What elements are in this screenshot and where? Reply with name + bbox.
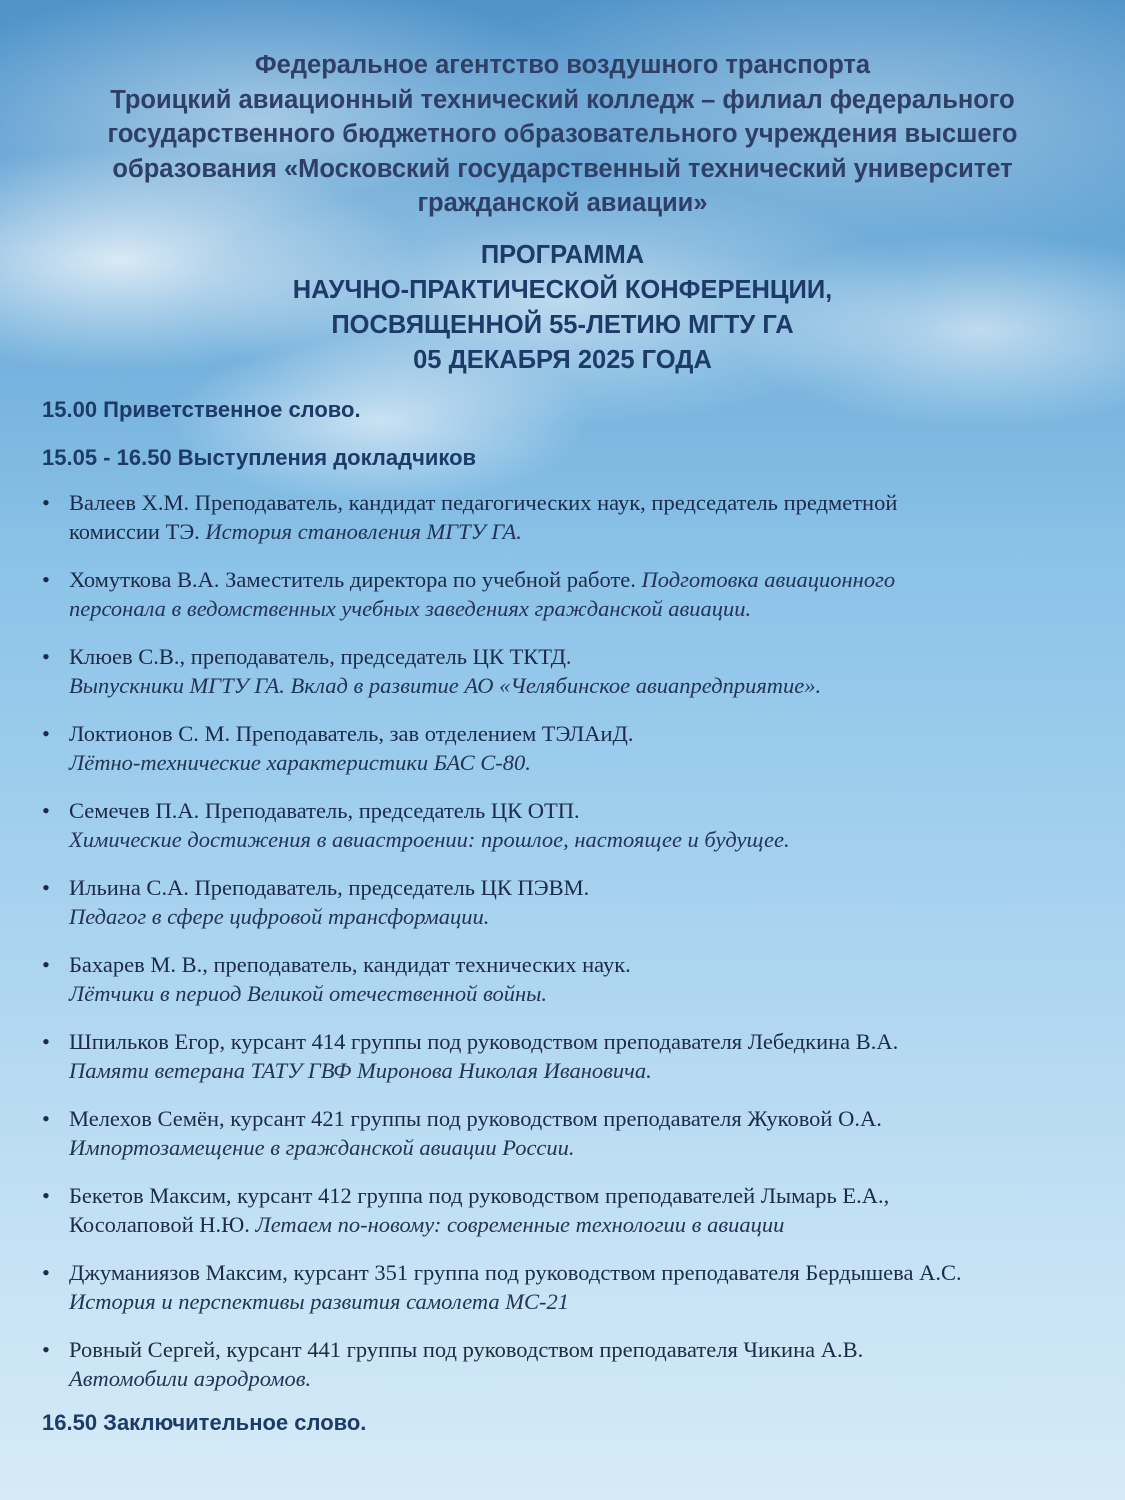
talk-topic: Выпускники МГТУ ГА. Вклад в развитие АО «Челябинское авиапредприятие».	[69, 673, 822, 698]
bullet-icon: •	[42, 567, 50, 592]
talk-topic: Лётно-технические характеристики БАС С-80.	[69, 750, 531, 775]
speaker-info: Ровный Сергей, курсант 441 группы под руководством преподавателя Чикина А.В.	[69, 1337, 864, 1362]
bullet-icon: •	[42, 798, 50, 823]
talk-topic: персонала в ведомственных учебных заведениях гражданской авиации.	[69, 596, 752, 621]
talk-topic: Химические достижения в авиастроении: прошлое, настоящее и будущее.	[69, 827, 790, 852]
program-title	[20, 238, 1105, 378]
bullet-icon: •	[42, 644, 50, 669]
bullet-icon: •	[42, 1183, 50, 1208]
schedule-talks: 15.05 - 16.50 Выступления докладчиков	[42, 445, 477, 470]
talk-topic: Педагог в сфере цифровой трансформации.	[69, 904, 490, 929]
list-item	[42, 1027, 1102, 1104]
organization-header	[20, 48, 1105, 221]
list-item	[42, 642, 1102, 719]
talk-topic: Летаем по-новому: современные технологии в авиации	[255, 1212, 785, 1237]
speaker-info: Косолаповой Н.Ю.	[69, 1212, 256, 1237]
list-item	[42, 565, 1102, 642]
talk-topic: История становления МГТУ ГА.	[205, 519, 522, 544]
bullet-icon: •	[42, 875, 50, 900]
bullet-icon: •	[42, 721, 50, 746]
speaker-info: Локтионов С. М. Преподаватель, зав отделением ТЭЛАиД.	[69, 721, 634, 746]
talk-topic: Подготовка авиационного	[641, 567, 896, 592]
program-title-line: ПОСВЯЩЕННОЙ 55-ЛЕТИЮ МГТУ ГА	[331, 311, 794, 339]
talk-topic: Памяти ветерана ТАТУ ГВФ Миронова Николая Ивановича.	[69, 1058, 652, 1083]
bullet-icon: •	[42, 1337, 50, 1362]
list-item	[42, 1181, 1102, 1258]
header-line: Федеральное агентство воздушного транспорта	[254, 51, 871, 79]
bullet-icon: •	[42, 1106, 50, 1131]
list-item	[42, 950, 1102, 1027]
speaker-info: Ильина С.А. Преподаватель, председатель ЦК ПЭВМ.	[69, 875, 590, 900]
speaker-info: комиссии ТЭ.	[69, 519, 206, 544]
header-line: гражданской авиации»	[417, 189, 708, 217]
speaker-info: Валеев Х.М. Преподаватель, кандидат педагогических наук, председатель предметной	[69, 490, 898, 515]
list-item	[42, 488, 1102, 565]
list-item	[42, 719, 1102, 796]
speaker-info: Шпильков Егор, курсант 414 группы под руководством преподавателя Лебедкина В.А.	[69, 1029, 899, 1054]
bullet-icon: •	[42, 952, 50, 977]
speaker-info: Семечев П.А. Преподаватель, председатель ЦК ОТП.	[69, 798, 580, 823]
talk-topic: История и перспективы развития самолета МС-21	[69, 1289, 570, 1314]
speaker-info: Мелехов Семён, курсант 421 группы под руководством преподавателя Жуковой О.А.	[69, 1106, 882, 1131]
program-title-line: ПРОГРАММА	[480, 241, 645, 269]
speaker-info: Клюев С.В., преподаватель, председатель ЦК ТКТД.	[69, 644, 572, 669]
speaker-list	[42, 488, 1102, 1412]
speaker-info: Хомуткова В.А. Заместитель директора по учебной работе.	[69, 567, 642, 592]
speaker-line	[69, 1210, 1102, 1239]
bullet-icon: •	[42, 490, 50, 515]
list-item	[42, 873, 1102, 950]
program-title-line: НАУЧНО-ПРАКТИЧЕСКОЙ КОНФЕРЕНЦИИ,	[292, 276, 833, 304]
list-item	[42, 1335, 1102, 1412]
bullet-icon: •	[42, 1029, 50, 1054]
speaker-info: Бекетов Максим, курсант 412 группа под руководством преподавателей Лымарь Е.А.,	[69, 1183, 890, 1208]
talk-topic: Импортозамещение в гражданской авиации России.	[69, 1135, 575, 1160]
schedule-opening: 15.00 Приветственное слово.	[42, 397, 361, 422]
header-line: государственного бюджетного образовательного учреждения высшего	[107, 120, 1018, 148]
talk-topic: Автомобили аэродромов.	[69, 1366, 312, 1391]
bullet-icon: •	[42, 1260, 50, 1285]
speaker-line	[69, 565, 1102, 594]
speaker-info: Джуманиязов Максим, курсант 351 группа под руководством преподавателя Бердышева А.С.	[69, 1260, 962, 1285]
speaker-info: Бахарев М. В., преподаватель, кандидат технических наук.	[69, 952, 631, 977]
list-item	[42, 1104, 1102, 1181]
talk-topic: Лётчики в период Великой отечественной войны.	[69, 981, 548, 1006]
program-title-line: 05 ДЕКАБРЯ 2025 ГОДА	[413, 346, 712, 374]
header-line: Троицкий авиационный технический колледж – филиал федерального	[110, 85, 1015, 114]
schedule-closing: 16.50 Заключительное слово.	[42, 1410, 367, 1435]
speaker-line	[69, 517, 1102, 546]
header-line: образования «Московский государственный технический университет	[112, 154, 1013, 183]
list-item	[42, 1258, 1102, 1335]
list-item	[42, 796, 1102, 873]
